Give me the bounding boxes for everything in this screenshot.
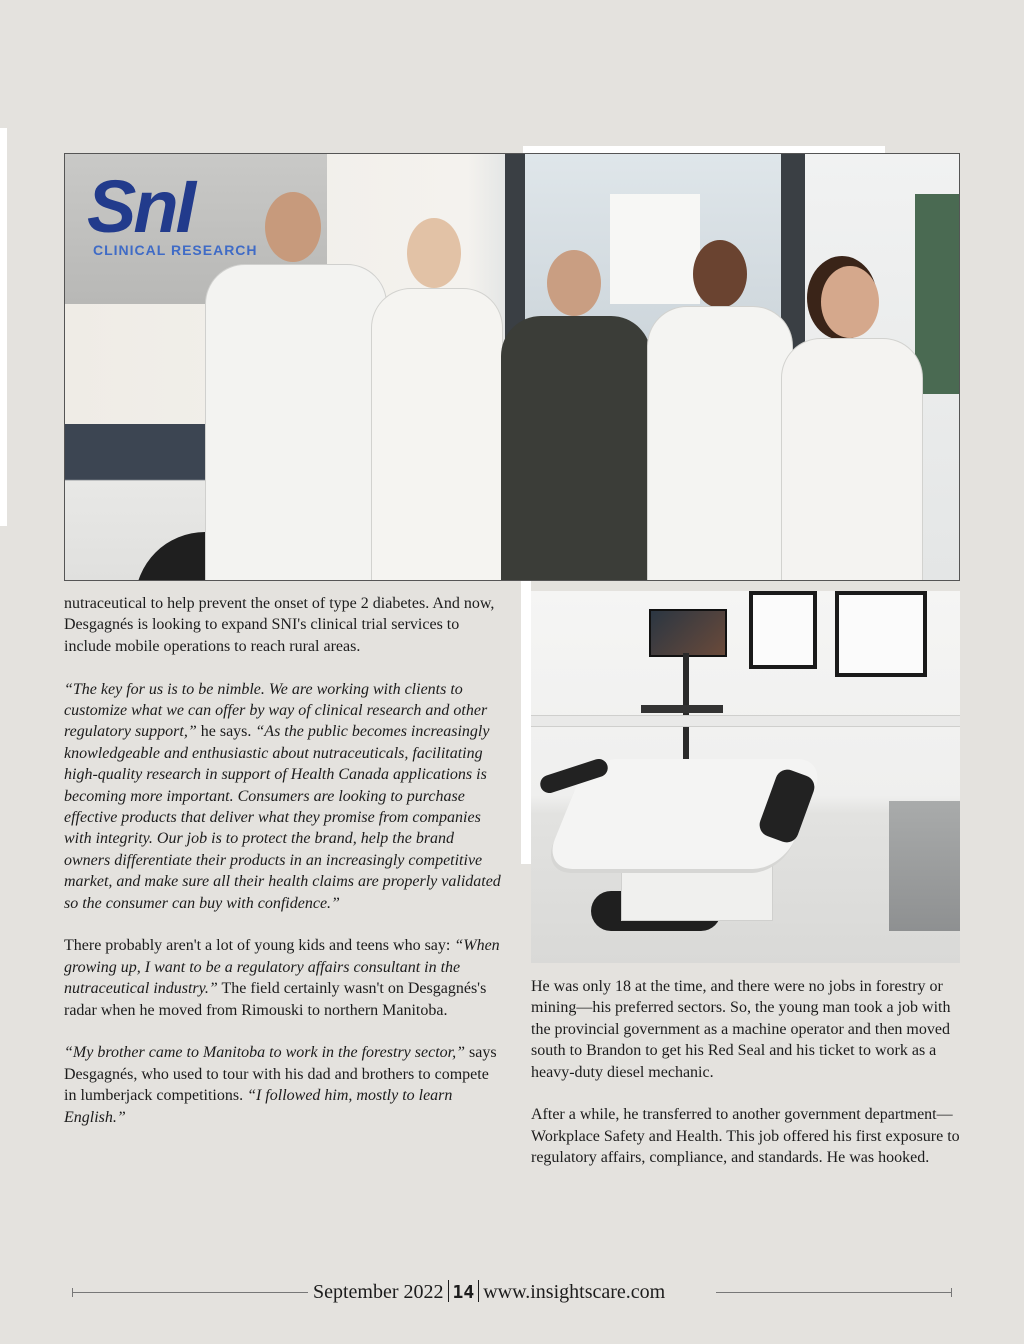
person-1	[205, 192, 385, 581]
text-span: There probably aren't a lot of young kids and teens who say:	[64, 937, 455, 955]
quote-growing-up: “When growing up, I want to be a regulatory affairs consultant in the nutraceutical industry.”	[64, 937, 500, 998]
quote-nimble: “The key for us is to be nimble. We are working with clients to customize what we can offer by way of clinical research and other regulatory support,”	[64, 680, 488, 741]
footer-separator	[448, 1280, 449, 1302]
person-4	[647, 240, 791, 581]
attribution-he-says: he says.	[196, 723, 256, 741]
quote-brother: “My brother came to Manitoba to work in the forestry sector,”	[64, 1044, 465, 1062]
text-span: says Desgagnés, who used to tour with his dad and brothers to compete in lumberjack competitions.	[64, 1044, 497, 1105]
footer-center	[313, 1278, 713, 1307]
left-paragraph-2	[64, 679, 504, 914]
page-number: 14	[452, 1282, 475, 1303]
quote-english: “I followed him, mostly to learn English.”	[64, 1087, 453, 1126]
right-paragraph-1: He was only 18 at the time, and there were no jobs in forestry or mining—his preferred sectors. So, the young man took a job with the provincial government as a machine operator and then moved south to Brandon to get his Red Seal and his ticket to work as a heavy-duty diesel mechanic.	[531, 978, 951, 1081]
wall-art-butterflies	[835, 591, 927, 677]
sni-logo-subtitle: CLINICAL RESEARCH	[93, 242, 258, 258]
person-2	[371, 218, 501, 581]
left-decorative-bar	[0, 128, 7, 526]
wall-rail	[531, 715, 960, 727]
footer-rule-left	[72, 1292, 308, 1293]
exam-room-photo	[531, 591, 960, 963]
wall-monitor	[649, 609, 727, 657]
left-paragraph-1: nutraceutical to help prevent the onset of type 2 diabetes. And now, Desgagnés is looking to expand SNI's clinical trial services to include mobile operations to reach rural areas.	[64, 595, 495, 655]
wall-art-letters	[749, 591, 817, 669]
person-3	[501, 250, 651, 581]
sink	[889, 801, 960, 931]
page-footer	[0, 1278, 1024, 1306]
left-paragraph-3	[64, 935, 504, 1021]
team-photo	[64, 153, 960, 581]
footer-date: September 2022	[313, 1281, 444, 1303]
right-paragraph-2: After a while, he transferred to another government department—Workplace Safety and Health. This job offered his first exposure to regulatory affairs, compliance, and standards. He was hooked.	[531, 1106, 960, 1167]
middle-decorative-strip	[521, 580, 531, 864]
left-column	[64, 593, 504, 1150]
footer-website-link[interactable]: www.insightscare.com	[483, 1281, 666, 1303]
quote-public: “As the public becomes increasingly knowledgeable and enthusiastic about nutraceuticals, facilitating high-quality research in support of Health Canada applications is becoming more important. Consumers are looking to purchase effective products that deliver what they promise from companies with integrity. Our job is to protect the brand, help the brand owners differentiate their products in an increasingly competitive market, and make sure all their health claims are properly validated so the consumer can buy with confidence.”	[64, 723, 501, 912]
keyboard-tray	[641, 705, 723, 713]
left-paragraph-4	[64, 1042, 504, 1128]
tree-outside-window	[915, 194, 960, 394]
footer-separator	[478, 1280, 479, 1302]
right-column	[531, 976, 963, 1190]
footer-tick	[951, 1288, 952, 1297]
footer-rule-right	[716, 1292, 952, 1293]
sni-logo: SnI	[87, 165, 194, 248]
person-5	[781, 266, 921, 581]
exam-table-base	[621, 861, 773, 921]
text-span: The field certainly wasn't on Desgagnés's radar when he moved from Rimouski to northern Manitoba.	[64, 980, 487, 1019]
